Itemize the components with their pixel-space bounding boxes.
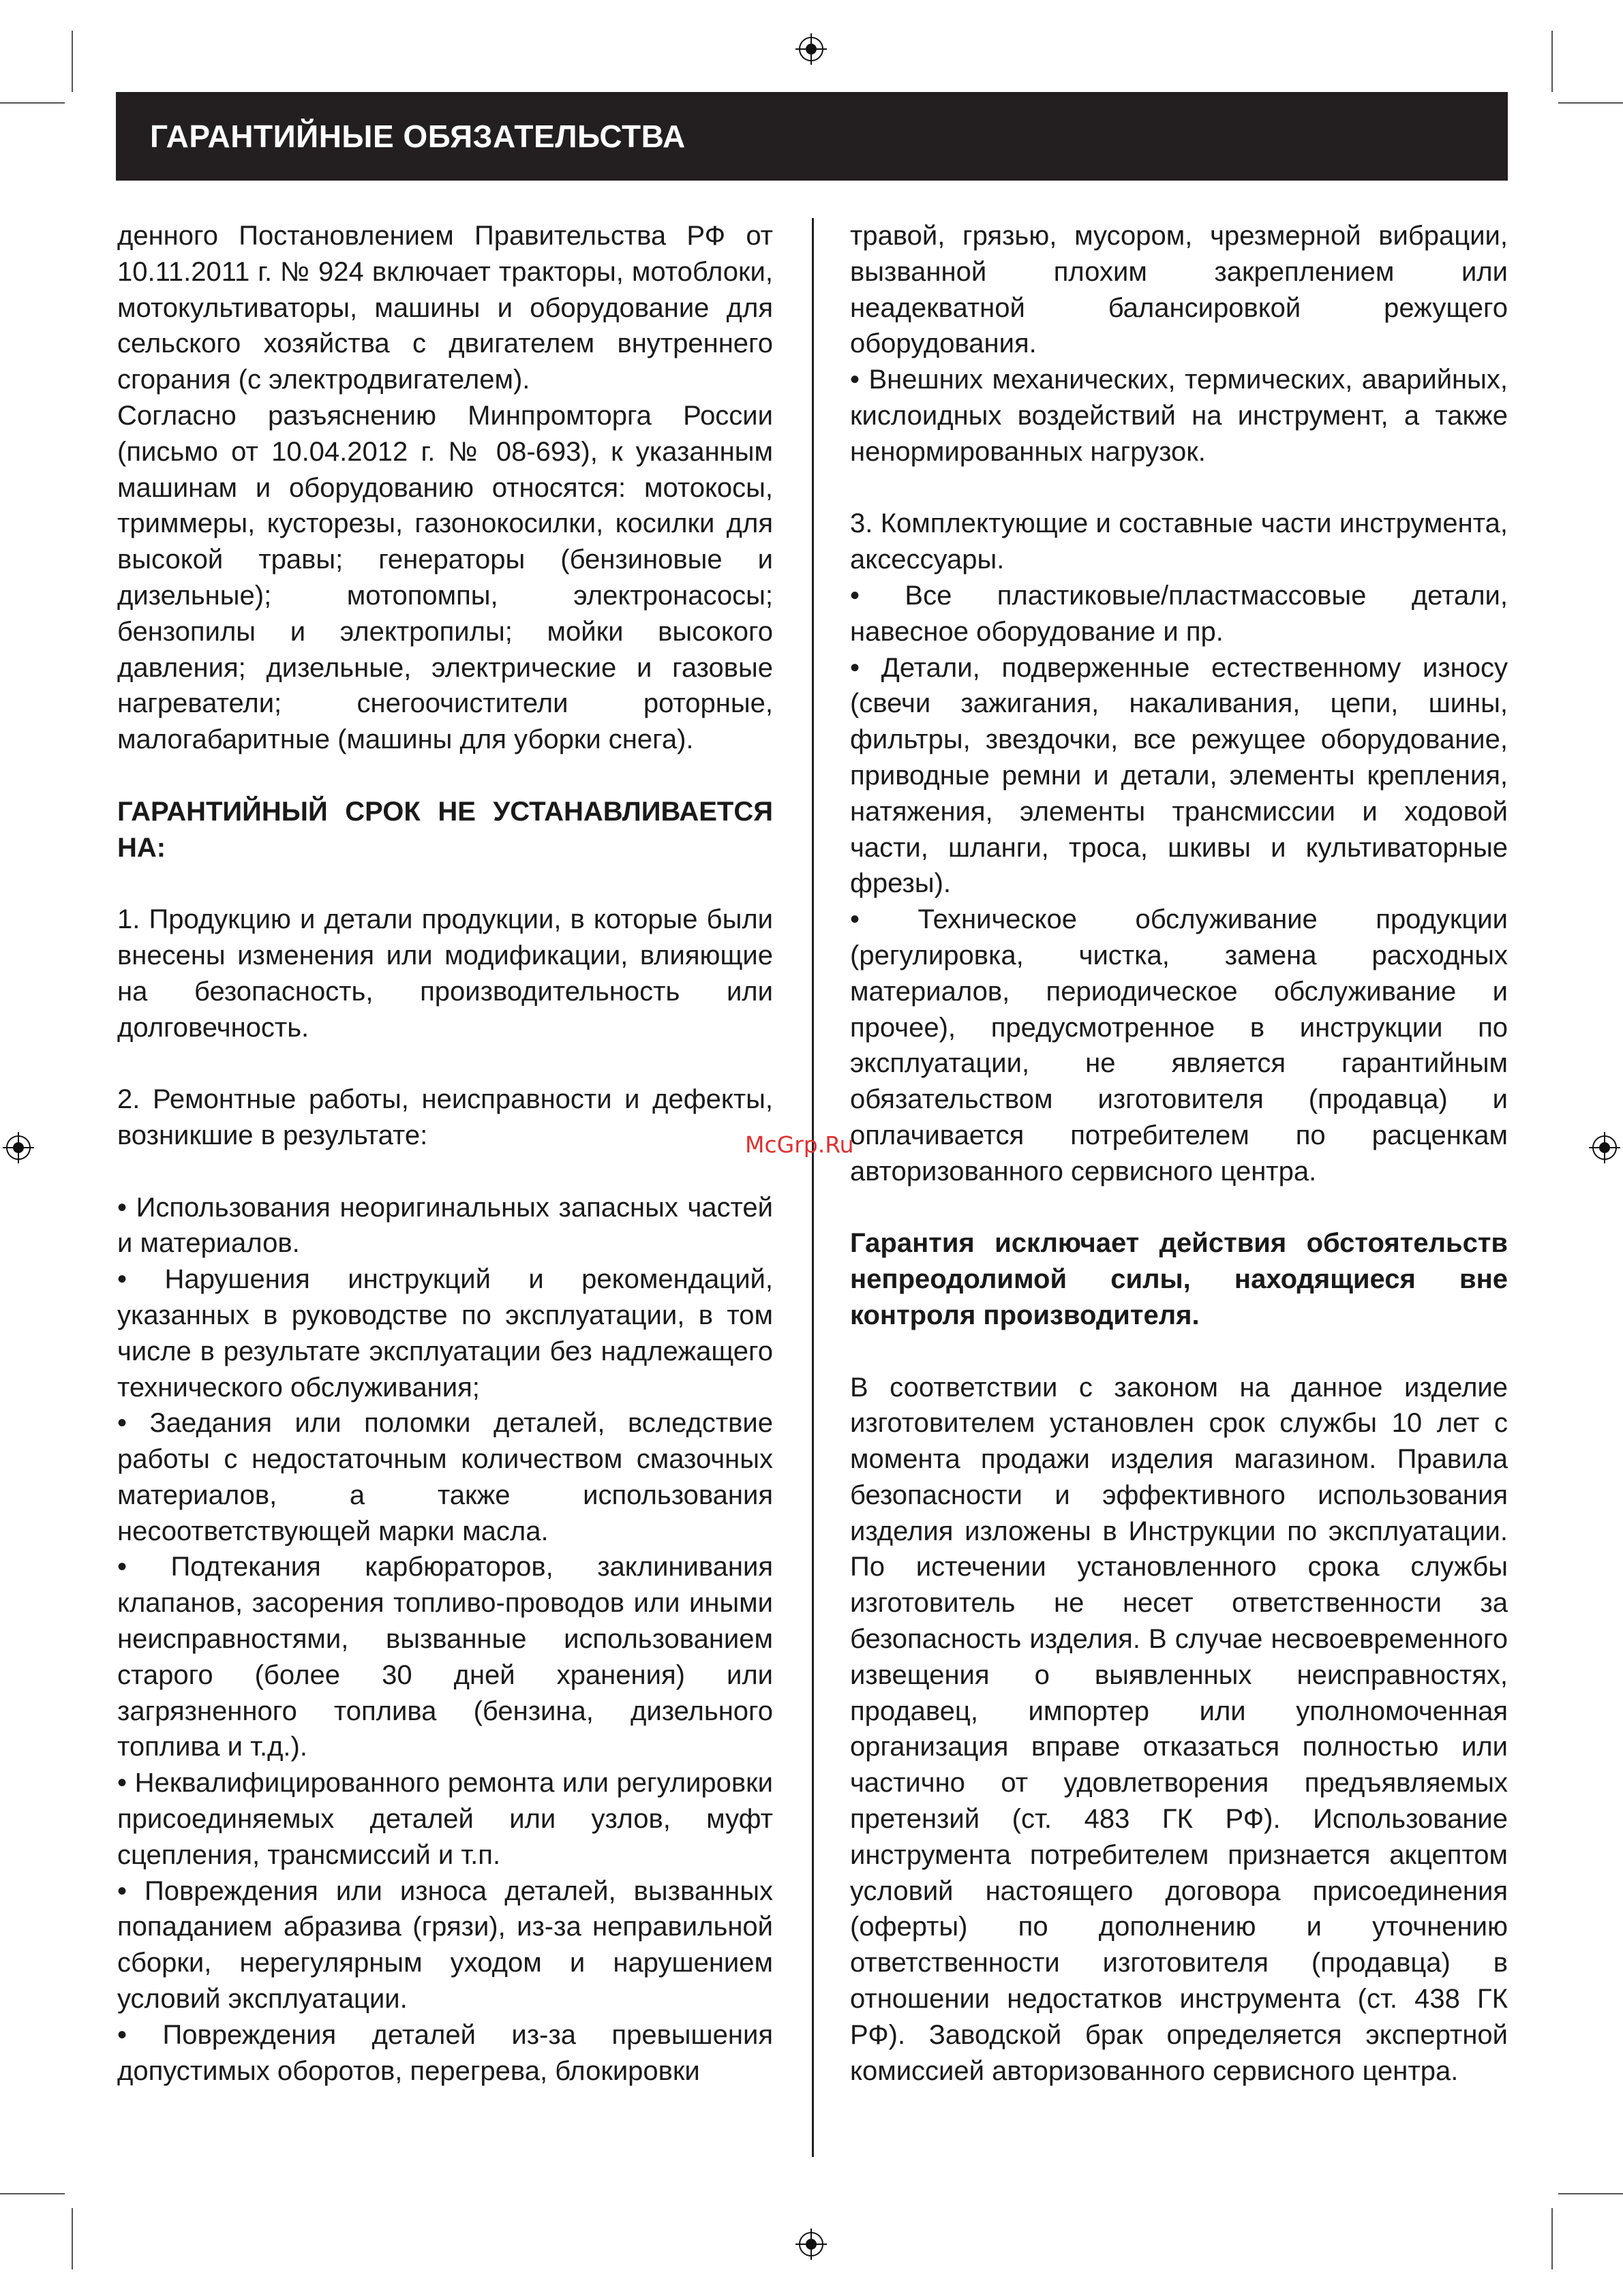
paragraph: • Техническое обслуживание продукции (регулировка, чистка, замена расходных материалов, периодическое обслуживание и прочее), предусмотренное в инструкции по эксплуатации, не является гарантийным обязательством изготовителя (продавца) и оплачивается потребителем по расценкам авторизованного сервисного центра. bbox=[850, 904, 1508, 1187]
watermark: McGrp.Ru bbox=[745, 1131, 854, 1158]
paragraph-gap bbox=[850, 470, 1508, 506]
paragraph: • Заедания или поломки деталей, вследствие работы с недостаточным количеством смазочных материалов, а также использования несоответствующей марки масла. bbox=[117, 1408, 773, 1546]
crop-mark bbox=[1558, 102, 1623, 104]
paragraph: 3. Комплектующие и составные части инструмента, аксессуары. bbox=[850, 508, 1508, 575]
paragraph: травой, грязью, мусором, чрезмерной вибрации, вызванной плохим закреплением или неадекватной балансировкой режущего оборудования. bbox=[850, 221, 1508, 359]
section-header-bar bbox=[116, 92, 1508, 181]
crop-mark bbox=[1558, 2193, 1623, 2194]
section-heading: ГАРАНТИЙНЫЙ СРОК НЕ УСТАНАВЛИВАЕТСЯ НА: bbox=[117, 796, 773, 863]
column-divider bbox=[812, 218, 814, 2157]
paragraph-gap bbox=[117, 1154, 773, 1190]
paragraph: В соответствии с законом на данное изделие изготовителем установлен срок службы 10 лет с момента продажи изделия магазином. Правила безопасности и эффективного использования изделия изложены в Инструкции по эксплуатации. По истечении установленного срока службы изготовитель не несет ответственности за безопасность изделия. В случае несвоевременного извещения о выявленных неисправностях, продавец, импортер или уполномоченная организация вправе отказаться полностью или частично от удовлетворения предъявляемых претензий (ст. 483 ГК РФ). Использование инструмента потребителем признается акцептом условий настоящего договора присоединения (оферты) по дополнению и уточнению ответственности изготовителя (продавца) в отношении недостатков инструмента (ст. 438 ГК РФ). Заводской брак определяется экспертной комиссией авторизованного сервисного центра. bbox=[850, 1372, 1508, 2086]
paragraph: Согласно разъяснению Минпромторга России (письмо от 10.04.2012 г. № 08-693), к указанным машинам и оборудованию относятся: мотокосы, триммеры, кусторезы, газонокосилки, косилки для высокой травы; генераторы (бензиновые и дизельные); мотопомпы, электронасосы; бензопилы и электропилы; мойки высокого давления; дизельные, электрические и газовые нагреватели; снегоочистители роторные, малогабаритные (машины для уборки снега). bbox=[117, 400, 773, 755]
crop-mark bbox=[0, 102, 65, 104]
right-text-column bbox=[850, 218, 1508, 2089]
crop-mark bbox=[1551, 31, 1553, 92]
crop-mark bbox=[1551, 2208, 1553, 2269]
paragraph: • Неквалифицированного ремонта или регулировки присоединяемых деталей или узлов, муфт сцепления, трансмиссий и т.п. bbox=[117, 1768, 773, 1870]
paragraph-gap bbox=[117, 758, 773, 794]
paragraph: • Повреждения деталей из-за превышения допустимых оборотов, перегрева, блокировки bbox=[117, 2019, 773, 2086]
registration-mark-icon bbox=[795, 2229, 827, 2260]
section-heading: Гарантия исключает действия обстоятельств непреодолимой силы, находящиеся вне контроля производителя. bbox=[850, 1228, 1508, 1330]
paragraph: • Повреждения или износа деталей, вызванных попаданием абразива (грязи), из-за неправильной сборки, нерегулярным уходом и нарушением условий эксплуатации. bbox=[117, 1876, 773, 2015]
paragraph: • Детали, подверженные естественному износу (свечи зажигания, накаливания, цепи, шины, фильтры, звездочки, все режущее оборудование, приводные ремни и детали, элементы крепления, натяжения, элементы трансмиссии и ходовой части, шланги, троса, шкивы и культиваторные фрезы). bbox=[850, 652, 1508, 899]
paragraph: • Внешних механических, термических, аварийных, кислоидных воздействий на инструмент, а также ненормированных нагрузок. bbox=[850, 365, 1508, 467]
paragraph: • Использования неоригинальных запасных частей и материалов. bbox=[117, 1192, 773, 1259]
crop-mark bbox=[72, 2208, 73, 2269]
page-title: ГАРАНТИЙНЫЕ ОБЯЗАТЕЛЬСТВА bbox=[150, 119, 686, 154]
paragraph: 2. Ремонтные работы, неисправности и дефекты, возникшие в результате: bbox=[117, 1084, 773, 1150]
crop-mark bbox=[0, 2193, 65, 2194]
registration-mark-icon bbox=[795, 33, 827, 65]
paragraph: денного Постановлением Правительства РФ от 10.11.2011 г. № 924 включает тракторы, мотоблоки, мотокультиваторы, машины и оборудование для сельского хозяйства с двигателем внутреннего сгорания (с электродвигателем). bbox=[117, 221, 773, 395]
paragraph-gap bbox=[117, 1045, 773, 1082]
paragraph: • Все пластиковые/пластмассовые детали, навесное оборудование и пр. bbox=[850, 580, 1508, 647]
registration-mark-icon bbox=[1589, 1132, 1620, 1163]
paragraph-gap bbox=[117, 866, 773, 902]
paragraph: • Нарушения инструкций и рекомендаций, указанных в руководстве по эксплуатации, в том числе в результате эксплуатации без надлежащего технического обслуживания; bbox=[117, 1264, 773, 1403]
left-text-column bbox=[117, 218, 773, 2089]
paragraph: 1. Продукцию и детали продукции, в которые были внесены изменения или модификации, влияющие на безопасность, производительность или долговечность. bbox=[117, 904, 773, 1043]
paragraph-gap bbox=[850, 1190, 1508, 1226]
registration-mark-icon bbox=[3, 1132, 34, 1163]
paragraph: • Подтекания карбюраторов, заклинивания клапанов, засорения топливо-проводов или иными неисправностями, вызванные использованием старого (более 30 дней хранения) или загрязненного топлива (бензина, дизельного топлива и т.д.). bbox=[117, 1552, 773, 1762]
crop-mark bbox=[72, 31, 73, 92]
paragraph-gap bbox=[850, 1334, 1508, 1370]
